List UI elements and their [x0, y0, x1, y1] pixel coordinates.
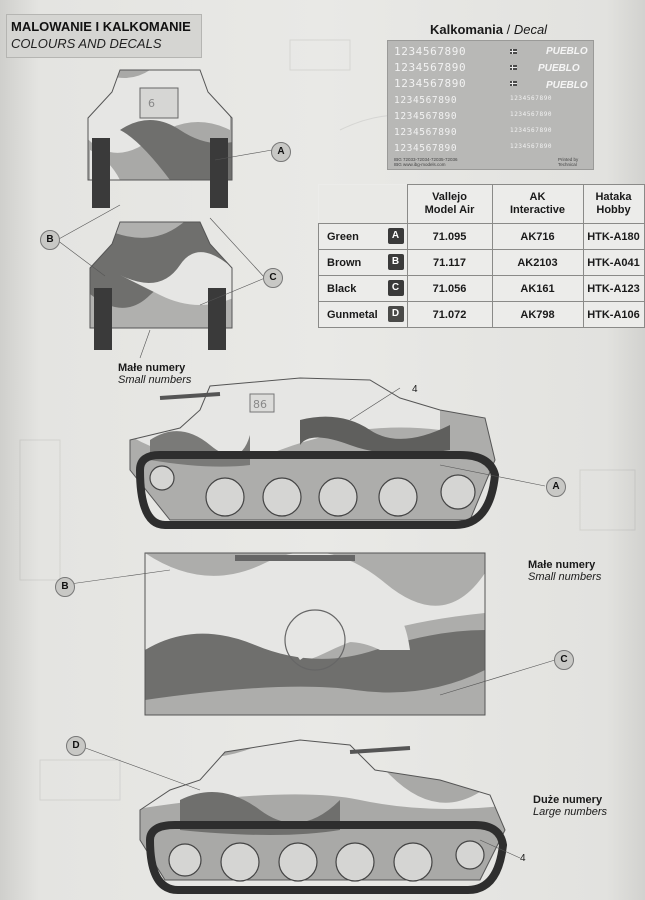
callout-c: C	[554, 650, 574, 670]
decal-number-row: 1234567890	[394, 143, 458, 154]
track-left	[94, 288, 112, 350]
track-left	[92, 138, 110, 208]
vallejo-code: 71.056	[407, 276, 492, 302]
hataka-code: HTK-A123	[583, 276, 644, 302]
color-letter-badge: C	[388, 280, 404, 296]
small-numbers-en: Small numbers	[118, 374, 192, 386]
part-number-4: 4	[520, 853, 526, 864]
header-line: Vallejo	[432, 191, 467, 203]
track-right	[210, 138, 228, 208]
decal-footer-left: IBG 72033-72034-72035-72036	[394, 157, 458, 162]
decal-small-numbers: 1234567890	[510, 127, 553, 134]
header-line: AK	[529, 191, 546, 203]
decal-number-row: 1234567890	[394, 45, 467, 58]
vallejo-code: 71.095	[407, 224, 492, 250]
ak-code: AK2103	[492, 250, 583, 276]
turret-number-front: 6	[148, 97, 155, 110]
decal-number-row: 1234567890	[394, 77, 467, 90]
decal-footer-right: Printed by	[558, 157, 579, 162]
callout-a: A	[271, 142, 291, 162]
color-letter-badge: A	[388, 228, 404, 244]
small-numbers-en: Small numbers	[528, 571, 602, 583]
header-line: Model Air	[424, 204, 475, 216]
color-name-text: Black	[327, 282, 357, 295]
pueblo-decal: PUEBLO	[546, 80, 588, 91]
decal-number-row: 1234567890	[394, 127, 458, 138]
main-gun	[350, 748, 410, 752]
ak-code: AK798	[492, 302, 583, 328]
callout-b: B	[40, 230, 60, 250]
decal-title-separator: /	[502, 22, 514, 37]
pueblo-decal: PUEBLO	[546, 46, 588, 57]
header-title-en: COLOURS AND DECALS	[11, 36, 162, 51]
color-name-text: Brown	[327, 256, 362, 269]
small-numbers-pl: Małe numery	[528, 559, 596, 571]
decal-title-pl: Kalkomania	[430, 22, 503, 37]
hataka-code: HTK-A106	[583, 302, 644, 328]
callout-a: A	[546, 477, 566, 497]
turret-front	[140, 88, 178, 118]
large-numbers-pl: Duże numery	[533, 794, 603, 806]
callout-d: D	[66, 736, 86, 756]
pueblo-decal: PUEBLO	[538, 63, 580, 74]
ak-code: AK716	[492, 224, 583, 250]
color-name-text: Green	[327, 230, 359, 243]
tank-side-view-right	[130, 735, 520, 895]
ak-code: AK161	[492, 276, 583, 302]
track-right	[208, 288, 226, 350]
decal-footer-right-2: Technical	[558, 162, 577, 167]
small-numbers-label-1	[118, 362, 191, 386]
decal-small-numbers: 1234567890	[510, 111, 553, 118]
callout-b: B	[55, 577, 75, 597]
hataka-code: HTK-A180	[583, 224, 644, 250]
decal-number-row: 1234567890	[394, 111, 458, 122]
header-line: Hataka	[595, 191, 632, 203]
color-name-text: Gunmetal	[327, 308, 378, 321]
header-line: Hobby	[596, 204, 631, 216]
decal-title-en: Decal	[513, 22, 548, 37]
callout-c: C	[263, 268, 283, 288]
decal-number-row: 1234567890	[394, 95, 458, 106]
part-number-4: 4	[412, 384, 418, 395]
hatch-line	[235, 555, 355, 561]
decal-small-numbers: 1234567890	[510, 143, 553, 150]
vallejo-code: 71.072	[407, 302, 492, 328]
tank-front-view-upper	[80, 60, 240, 208]
small-numbers-label-2	[528, 559, 601, 583]
large-numbers-label	[533, 794, 607, 818]
turret-number-side: 86	[253, 398, 267, 411]
color-letter-badge: B	[388, 254, 404, 270]
tank-front-view-lower	[80, 214, 240, 350]
decal-small-numbers: 1234567890	[510, 95, 553, 102]
large-numbers-en: Large numbers	[533, 806, 607, 818]
vallejo-code: 71.117	[407, 250, 492, 276]
header-line: Interactive	[509, 204, 566, 216]
header-title-pl: MALOWANIE I KALKOMANIE	[11, 19, 191, 34]
tank-top-view	[145, 552, 485, 715]
decal-footer-left-2: IBG www.ibg-models.com	[394, 162, 446, 167]
hataka-code: HTK-A041	[583, 250, 644, 276]
decal-number-row: 1234567890	[394, 61, 467, 74]
color-letter-badge: D	[388, 306, 404, 322]
small-numbers-pl: Małe numery	[118, 362, 186, 374]
